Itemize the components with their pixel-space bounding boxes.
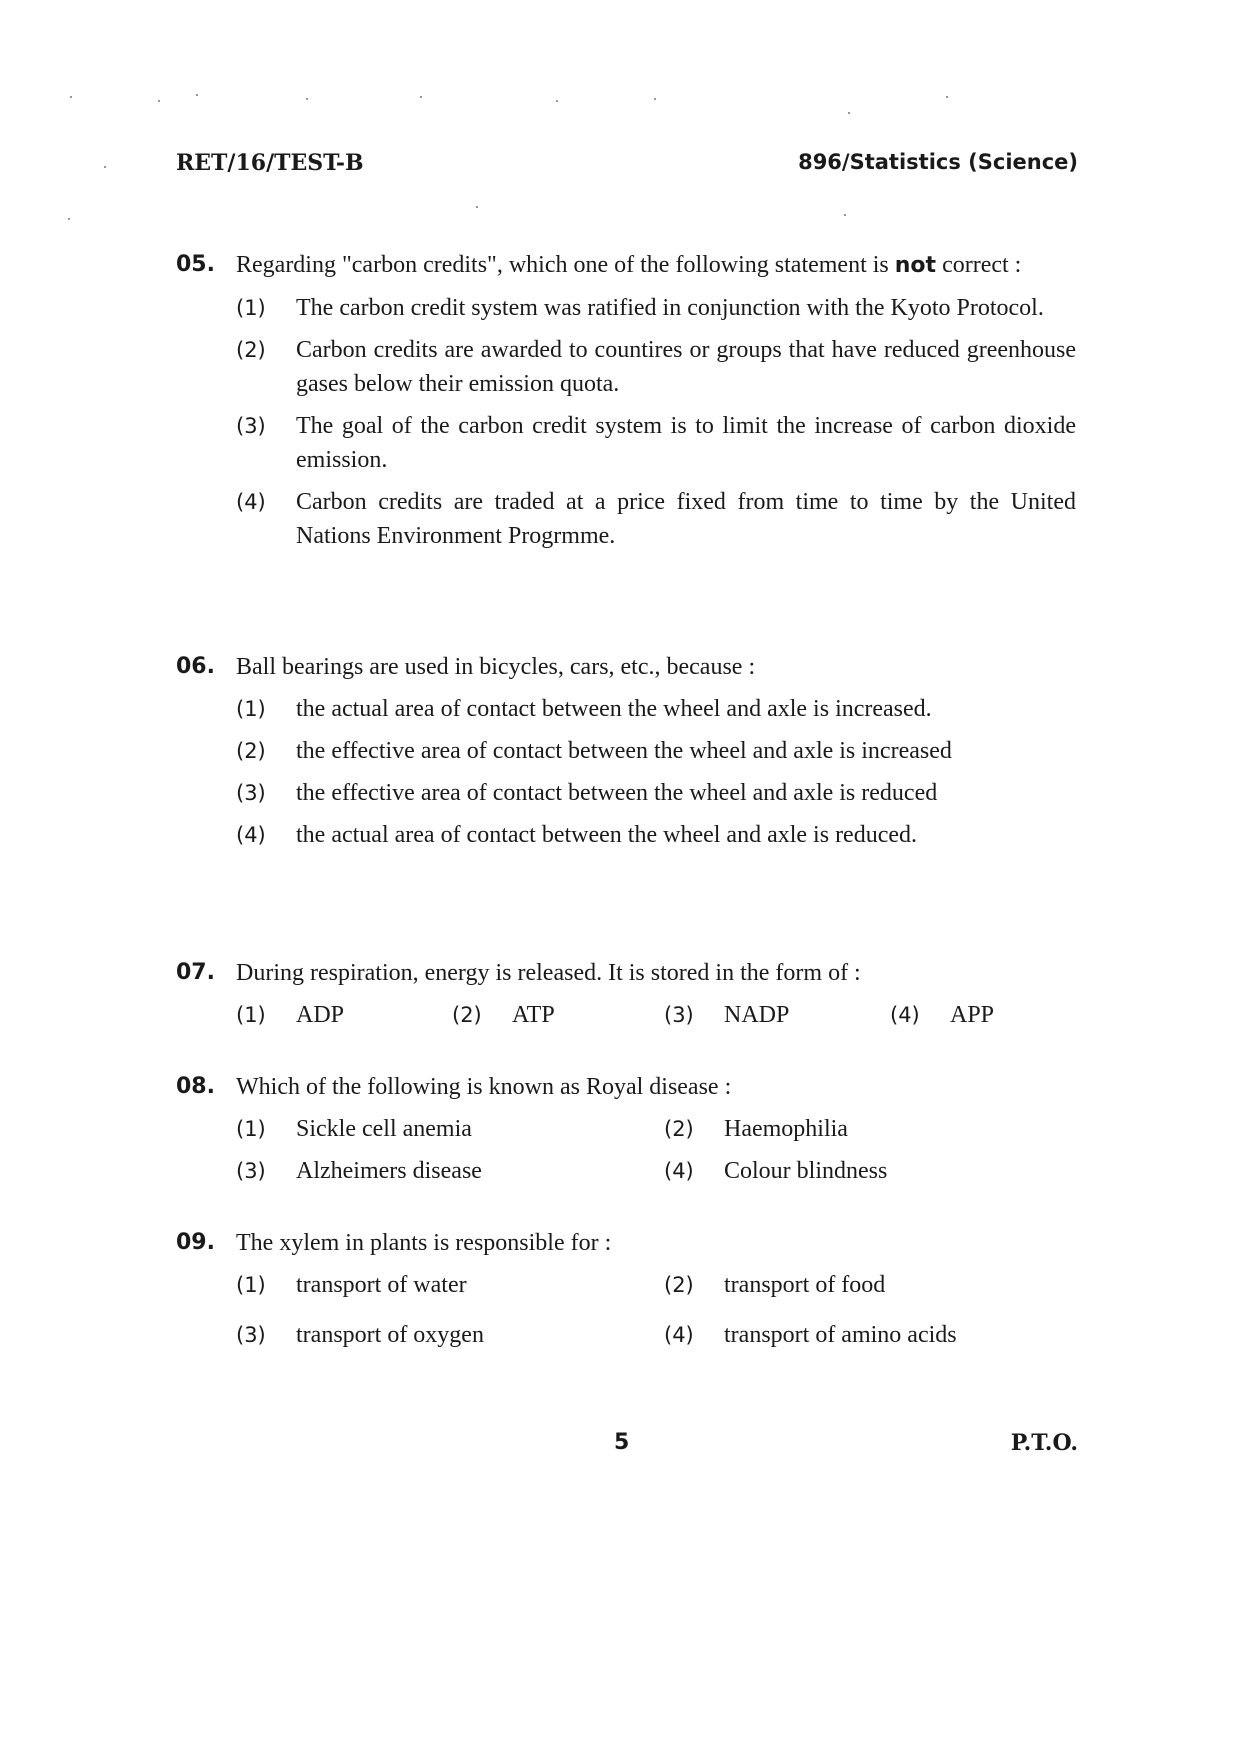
option-2: [664, 1268, 885, 1302]
option-text: transport of water: [296, 1272, 467, 1298]
question-07: [176, 956, 1076, 1032]
option-4: [664, 1154, 887, 1188]
page-number: 5: [614, 1430, 630, 1455]
option-number: (3): [236, 1159, 266, 1183]
option-2: [236, 734, 1076, 768]
option-4: [236, 485, 1076, 553]
option-text: Carbon credits are traded at a price fixed from time to time by the United Nations Environment Progrmme.: [296, 489, 1076, 549]
option-3: [236, 1154, 482, 1188]
scan-speck: [476, 206, 478, 208]
option-text: transport of oxygen: [296, 1322, 484, 1348]
option-2: [664, 1112, 848, 1146]
option-3: [664, 998, 789, 1032]
option-text: Alzheimers disease: [296, 1158, 482, 1184]
scan-speck: [306, 98, 308, 100]
option-number: (4): [664, 1159, 694, 1183]
page-header: [176, 150, 1078, 184]
option-text: Sickle cell anemia: [296, 1116, 472, 1142]
scan-speck: [104, 166, 106, 168]
scan-speck: [68, 218, 70, 220]
please-turn-over: P.T.O.: [1010, 1430, 1078, 1456]
scan-speck: [70, 96, 72, 98]
option-text: Haemophilia: [724, 1116, 848, 1142]
option-text: the effective area of contact between the wheel and axle is reduced: [296, 780, 938, 806]
options-row: [236, 1268, 1076, 1302]
option-number: (2): [236, 739, 266, 763]
header-subject: 896/Statistics (Science): [798, 150, 1078, 174]
option-text: APP: [950, 1002, 995, 1028]
option-1: [236, 1112, 472, 1146]
question-number: 06.: [176, 654, 215, 679]
scan-speck: [556, 100, 558, 102]
option-4: [236, 818, 1076, 852]
question-text-part: correct :: [942, 252, 1022, 278]
option-number: (1): [236, 1273, 266, 1297]
question-number: 09.: [176, 1230, 215, 1255]
question-09: [176, 1226, 1076, 1352]
question-text: The xylem in plants is responsible for :: [236, 1230, 612, 1256]
header-exam-code: RET/16/TEST-B: [176, 150, 364, 176]
question-number: 07.: [176, 960, 215, 985]
question-text: Which of the following is known as Royal disease :: [236, 1074, 732, 1100]
option-3: [236, 1318, 484, 1352]
option-text: transport of food: [724, 1272, 886, 1298]
option-number: (3): [664, 1003, 694, 1027]
option-2: [236, 333, 1076, 401]
question-text-part: Regarding "carbon credits", which one of the following statement is: [236, 252, 889, 278]
option-1: [236, 1268, 467, 1302]
option-4: [664, 1318, 957, 1352]
question-text-emphasis: not: [894, 253, 937, 278]
option-number: (1): [236, 1003, 266, 1027]
options-row: [236, 1318, 1076, 1352]
question-text: During respiration, energy is released. It is stored in the form of :: [236, 960, 861, 986]
scan-speck: [420, 96, 422, 98]
option-number: (2): [664, 1117, 694, 1141]
option-text: the actual area of contact between the wheel and axle is reduced.: [296, 822, 918, 848]
question-number: 08.: [176, 1074, 215, 1099]
option-number: (1): [236, 1117, 266, 1141]
option-number: (3): [236, 1323, 266, 1347]
option-number: (2): [236, 338, 266, 362]
option-4: [890, 998, 994, 1032]
option-3: [236, 409, 1076, 477]
option-number: (3): [236, 781, 266, 805]
option-text: The carbon credit system was ratified in conjunction with the Kyoto Protocol.: [296, 295, 1044, 321]
option-text: ATP: [512, 1002, 555, 1028]
scan-speck: [848, 112, 850, 114]
question-08: [176, 1070, 1076, 1188]
option-3: [236, 776, 1076, 810]
question-06: [176, 650, 1076, 852]
option-text: The goal of the carbon credit system is to limit the increase of carbon dioxide emission.: [296, 413, 1076, 473]
options-row: [236, 998, 1076, 1032]
scan-speck: [158, 100, 160, 102]
scan-speck: [946, 96, 948, 98]
question-number: 05.: [176, 252, 215, 277]
options-row: [236, 1112, 1076, 1146]
option-number: (2): [664, 1273, 694, 1297]
option-text: NADP: [724, 1002, 790, 1028]
scan-speck: [196, 94, 198, 96]
option-2: [452, 998, 555, 1032]
option-number: (4): [664, 1323, 694, 1347]
option-text: ADP: [296, 1002, 345, 1028]
option-text: the actual area of contact between the wheel and axle is increased.: [296, 696, 932, 722]
option-text: Carbon credits are awarded to countires or groups that have reduced greenhouse gases below their emission quota.: [296, 337, 1076, 397]
option-text: transport of amino acids: [724, 1322, 957, 1348]
question-05: [176, 248, 1076, 553]
question-text: [236, 248, 1076, 283]
option-1: [236, 692, 1076, 726]
option-number: (2): [452, 1003, 482, 1027]
scan-speck: [654, 98, 656, 100]
option-text: Colour blindness: [724, 1158, 888, 1184]
option-number: (4): [236, 823, 266, 847]
question-text: Ball bearings are used in bicycles, cars, etc., because :: [236, 654, 756, 680]
option-text: the effective area of contact between the wheel and axle is increased: [296, 738, 952, 764]
options-row: [236, 1154, 1076, 1188]
option-number: (4): [890, 1003, 920, 1027]
option-number: (3): [236, 414, 266, 438]
option-1: [236, 998, 344, 1032]
option-1: [236, 291, 1076, 325]
option-number: (4): [236, 490, 266, 514]
option-number: (1): [236, 296, 266, 320]
option-number: (1): [236, 697, 266, 721]
scan-speck: [844, 214, 846, 216]
